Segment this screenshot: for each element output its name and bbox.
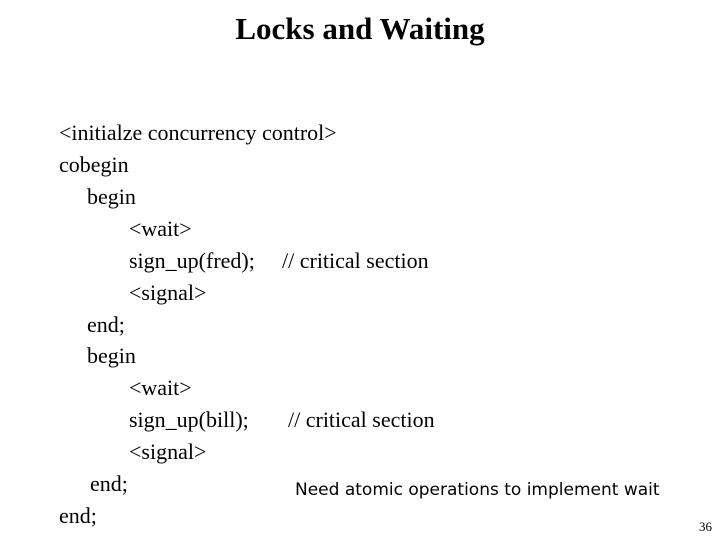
code-line-wait-1: <wait> <box>129 216 192 241</box>
note-atomic-operations: Need atomic operations to implement wait <box>295 480 660 500</box>
slide-title: Locks and Waiting <box>235 11 485 46</box>
code-line-init: <initialze concurrency control> <box>59 120 337 145</box>
code-line-cobegin: cobegin <box>59 152 129 177</box>
code-line-signup-bill: sign_up(bill); <box>129 407 249 432</box>
comment-critical-section-2: // critical section <box>288 407 435 432</box>
page-number: 36 <box>699 519 712 534</box>
code-line-signal-1: <signal> <box>129 280 207 305</box>
code-line-end-3: end; <box>59 503 97 528</box>
code-line-begin-1: begin <box>87 184 136 209</box>
code-line-signup-fred: sign_up(fred); <box>129 248 255 273</box>
code-line-signal-2: <signal> <box>129 439 207 464</box>
comment-critical-section-1: // critical section <box>282 248 429 273</box>
code-line-begin-2: begin <box>87 343 136 368</box>
code-line-end-1: end; <box>87 312 125 337</box>
code-line-end-2: end; <box>90 471 128 496</box>
code-line-wait-2: <wait> <box>129 375 192 400</box>
